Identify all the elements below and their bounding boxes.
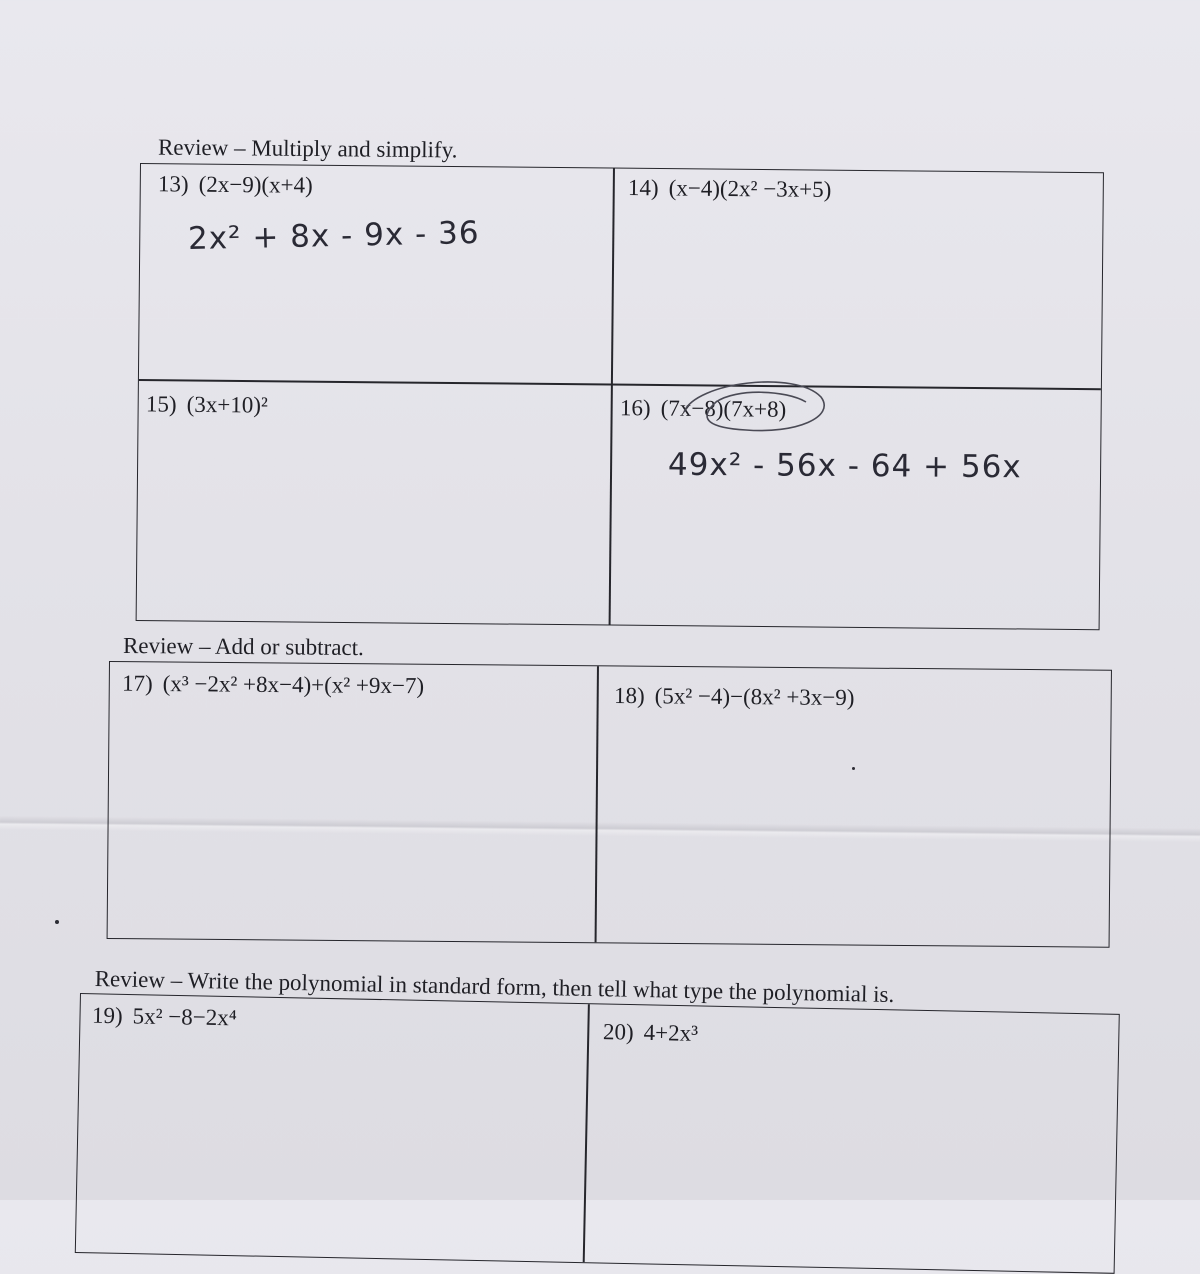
problem-number: 20) [602,1019,634,1045]
problem-number: 15) [145,391,177,417]
problem-expression: (7x−8)(7x+8) [660,395,787,422]
problem-13 [158,171,313,198]
grid-divider-horizontal [139,379,1101,390]
problem-number: 14) [627,175,659,201]
grid-divider-vertical [609,169,615,625]
problem-15 [146,391,268,418]
problem-grid-standard-form [75,993,1120,1274]
problem-number: 18) [613,682,645,709]
problem-grid-add-subtract [107,661,1112,948]
problem-number: 13) [157,171,189,197]
problem-expression: (x−4)(2x² −3x+5) [668,175,832,202]
paper-speck [852,767,855,770]
problem-expression: (x³ −2x² +8x−4)+(x² +9x−7) [162,671,425,699]
problem-number: 19) [91,1002,123,1029]
problem-18 [614,683,855,711]
problem-17 [122,671,424,700]
problem-expression: 5x² −8−2x⁴ [132,1003,238,1031]
problem-20 [603,1019,699,1047]
problem-expression: (2x−9)(x+4) [198,171,313,198]
paper-speck [55,920,59,924]
problem-19 [92,1003,237,1032]
problem-expression: (5x² −4)−(8x² +3x−9) [654,683,855,711]
handwritten-answer-13: 2x² + 8x - 9x - 36 [187,214,480,258]
problem-14 [628,175,832,203]
problem-number: 16) [619,395,651,421]
grid-divider-vertical [583,1004,590,1262]
section-header-standard-form: Review – Write the polynomial in standard form, then tell what type the polynomial is. [94,966,895,1008]
problem-expression: (3x+10)² [186,391,268,418]
problem-number: 17) [121,670,153,696]
section-header-multiply: Review – Multiply and simplify. [157,134,458,163]
grid-divider-vertical [595,666,599,942]
handwritten-answer-16: 49x² - 56x - 64 + 56x [667,446,1022,486]
section-header-add-subtract: Review – Add or subtract. [122,632,364,661]
handwritten-circle-mark [676,372,836,442]
problem-expression: 4+2x³ [643,1019,699,1046]
